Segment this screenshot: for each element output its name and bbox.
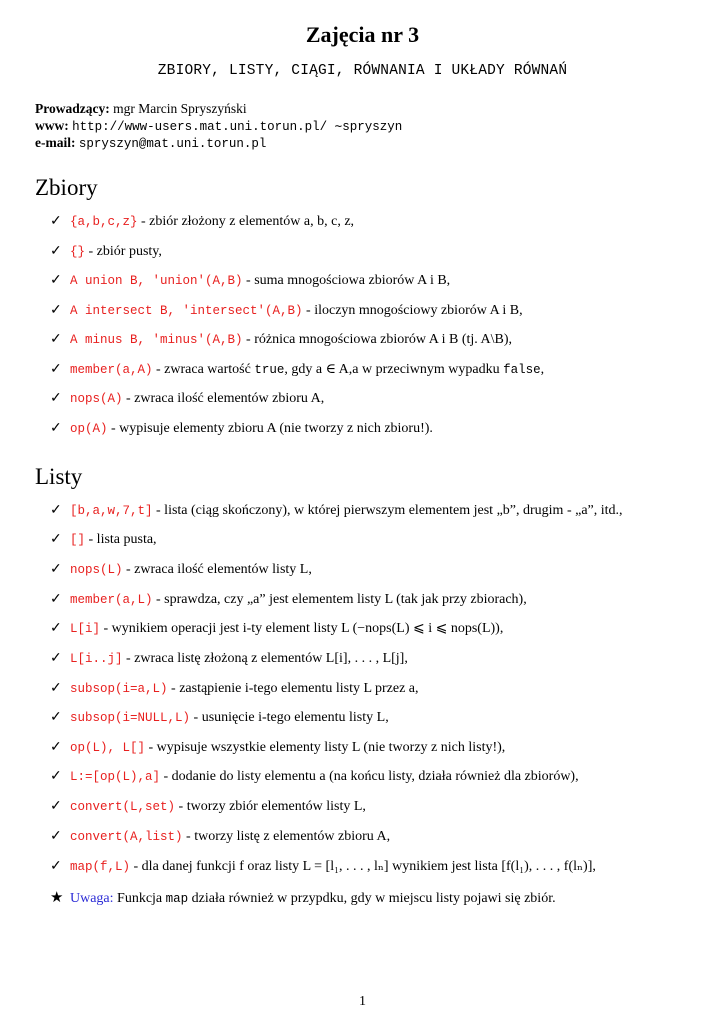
check-icon: ✓ bbox=[50, 421, 62, 436]
check-icon: ✓ bbox=[50, 710, 62, 725]
meta-lead-value: mgr Marcin Spryszyński bbox=[113, 101, 247, 116]
list-item bbox=[50, 561, 695, 581]
item-text: - zwraca ilość elementów listy L, bbox=[122, 562, 312, 577]
check-icon: ✓ bbox=[50, 273, 62, 288]
meta-email-value[interactable]: spryszyn@mat.uni.torun.pl bbox=[78, 137, 267, 151]
item-code: A union B, 'union'(A,B) bbox=[70, 274, 243, 288]
meta-email bbox=[35, 134, 266, 153]
item-text: , gdy a ∈ A,a w przeciwnym wypadku bbox=[284, 362, 504, 377]
item-code: member(a,A) bbox=[70, 363, 153, 377]
note-label: Uwaga: bbox=[70, 891, 114, 906]
list-item bbox=[50, 390, 695, 410]
meta-email-label: e-mail: bbox=[35, 135, 76, 150]
page-title: Zajęcia nr 3 bbox=[305, 22, 420, 47]
item-text: - lista (ciąg skończony), w której pierwszym elementem jest „b”, drugim - „a”, itd., bbox=[152, 503, 623, 518]
list-item bbox=[50, 591, 695, 611]
item-code: [] bbox=[70, 533, 86, 547]
item-code: convert(A,list) bbox=[70, 830, 183, 844]
item-text: - zastąpienie i-tego elementu listy L przez a, bbox=[167, 681, 419, 696]
item-code: member(a,L) bbox=[70, 593, 153, 607]
check-icon: ✓ bbox=[50, 740, 62, 755]
item-code: map(f,L) bbox=[70, 860, 131, 874]
check-icon: ✓ bbox=[50, 769, 62, 784]
item-text: - wypisuje elementy zbioru A (nie tworzy z nich zbioru!). bbox=[107, 421, 433, 436]
item-text: - lista pusta, bbox=[85, 532, 157, 547]
list-item bbox=[50, 213, 695, 233]
item-text: - wypisuje wszystkie elementy listy L (nie tworzy z nich listy!), bbox=[145, 740, 506, 755]
page-number: 1 bbox=[359, 994, 366, 1009]
item-code: subsop(i=a,L) bbox=[70, 682, 168, 696]
item-code: L:=[op(L),a] bbox=[70, 770, 161, 784]
item-mono: false bbox=[503, 363, 541, 377]
check-icon: ✓ bbox=[50, 562, 62, 577]
check-icon: ✓ bbox=[50, 651, 62, 666]
item-text: - iloczyn mnogościowy zbiorów A i B, bbox=[302, 303, 523, 318]
list-item bbox=[50, 272, 695, 292]
item-code: {a,b,c,z} bbox=[70, 215, 138, 229]
item-code: op(A) bbox=[70, 422, 108, 436]
item-code: nops(A) bbox=[70, 392, 123, 406]
item-code: nops(L) bbox=[70, 563, 123, 577]
list-item bbox=[50, 420, 695, 440]
meta-lead-label: Prowadzący: bbox=[35, 101, 110, 116]
check-icon: ✓ bbox=[50, 332, 62, 347]
note-text: działa również w przypdku, gdy w miejscu listy pojawi się zbiór. bbox=[188, 891, 556, 906]
note-text: Funkcja bbox=[113, 891, 166, 906]
check-icon: ✓ bbox=[50, 829, 62, 844]
item-text: - różnica mnogościowa zbiorów A i B (tj. A\B), bbox=[242, 332, 512, 347]
check-icon: ✓ bbox=[50, 681, 62, 696]
item-text: - sprawdza, czy „a” jest elementem listy L (tak jak przy zbiorach), bbox=[152, 592, 527, 607]
item-code: op(L), L[] bbox=[70, 741, 146, 755]
check-icon: ✓ bbox=[50, 214, 62, 229]
check-icon: ✓ bbox=[50, 859, 62, 874]
item-text: - dla danej funkcji f oraz listy L = [l₁, . . . , lₙ] wynikiem jest lista [f(l₁), . . . , f(lₙ)], bbox=[130, 859, 596, 874]
list-item bbox=[50, 302, 695, 322]
item-code: A intersect B, 'intersect'(A,B) bbox=[70, 304, 303, 318]
item-mono: true bbox=[254, 363, 285, 377]
item-text: - usunięcie i-tego elementu listy L, bbox=[190, 710, 389, 725]
star-icon: ★ bbox=[50, 890, 64, 906]
note bbox=[50, 888, 695, 908]
list-item bbox=[50, 798, 695, 818]
item-text: - zwraca ilość elementów zbioru A, bbox=[122, 391, 325, 406]
item-code: L[i..j] bbox=[70, 652, 123, 666]
section-heading-listy: Listy bbox=[35, 464, 83, 489]
check-icon: ✓ bbox=[50, 532, 62, 547]
list-item bbox=[50, 650, 695, 670]
item-text: - zwraca wartość bbox=[152, 362, 255, 377]
list-item bbox=[50, 361, 695, 381]
item-text: - tworzy zbiór elementów listy L, bbox=[175, 799, 366, 814]
item-code: [b,a,w,7,t] bbox=[70, 504, 153, 518]
list-item bbox=[50, 709, 695, 729]
item-text: - zwraca listę złożoną z elementów L[i], . . . , L[j], bbox=[122, 651, 408, 666]
list-item bbox=[50, 531, 695, 551]
item-code: subsop(i=NULL,L) bbox=[70, 711, 191, 725]
check-icon: ✓ bbox=[50, 503, 62, 518]
item-text: - suma mnogościowa zbiorów A i B, bbox=[242, 273, 451, 288]
item-code: A minus B, 'minus'(A,B) bbox=[70, 333, 243, 347]
check-icon: ✓ bbox=[50, 799, 62, 814]
section-heading-zbiory: Zbiory bbox=[35, 175, 98, 200]
list-item bbox=[50, 768, 695, 788]
item-code: convert(L,set) bbox=[70, 800, 176, 814]
item-code: {} bbox=[70, 245, 86, 259]
item-text: - wynikiem operacji jest i-ty element listy L (−nops(L) ⩽ i ⩽ nops(L)), bbox=[100, 621, 504, 636]
list-item bbox=[50, 739, 695, 759]
item-text: - dodanie do listy elementu a (na końcu listy, działa również dla zbiorów), bbox=[160, 769, 579, 784]
check-icon: ✓ bbox=[50, 362, 62, 377]
list-item bbox=[50, 331, 695, 351]
meta-www-label: www: bbox=[35, 118, 69, 133]
check-icon: ✓ bbox=[50, 592, 62, 607]
item-text: - tworzy listę z elementów zbioru A, bbox=[182, 829, 391, 844]
list-item bbox=[50, 828, 695, 848]
item-code: L[i] bbox=[70, 622, 101, 636]
list-item bbox=[50, 502, 695, 522]
item-text: - zbiór pusty, bbox=[85, 244, 162, 259]
check-icon: ✓ bbox=[50, 621, 62, 636]
check-icon: ✓ bbox=[50, 303, 62, 318]
item-text: , bbox=[540, 362, 545, 377]
list-item bbox=[50, 620, 695, 640]
page-subtitle: ZBIORY, LISTY, CIĄGI, RÓWNANIA I UKŁADY RÓWNAŃ bbox=[157, 63, 568, 79]
item-text: - zbiór złożony z elementów a, b, c, z, bbox=[137, 214, 355, 229]
list-item bbox=[50, 680, 695, 700]
check-icon: ✓ bbox=[50, 391, 62, 406]
list-item bbox=[50, 858, 695, 878]
meta-www-value[interactable]: http://www-users.mat.uni.torun.pl/ ∼spryszyn bbox=[72, 120, 403, 134]
list-item bbox=[50, 243, 695, 263]
meta-lead bbox=[35, 100, 247, 117]
check-icon: ✓ bbox=[50, 244, 62, 259]
note-mono: map bbox=[165, 892, 189, 906]
